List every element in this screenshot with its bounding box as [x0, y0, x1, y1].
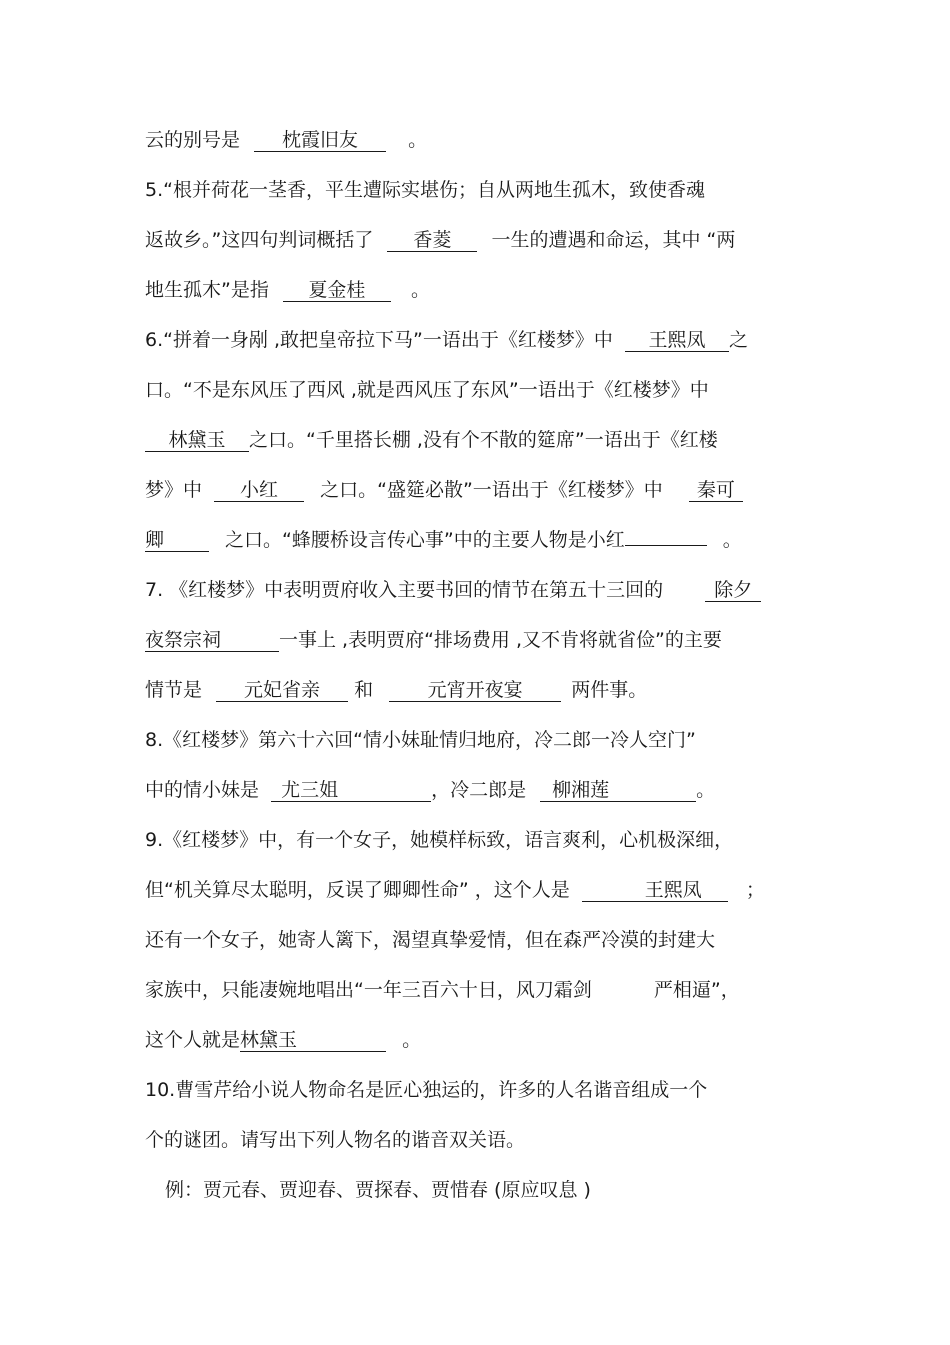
q7-text-e: 两件事。 [571, 679, 648, 701]
q9-line-1: 9.《红楼梦》中，有一个女子，她模样标致，语言爽利，心机极深细， [145, 829, 734, 851]
q6-answer-blank-3: 小红 [214, 479, 304, 502]
q8-answer-blank-1 [271, 779, 431, 802]
q9-line-5 [145, 1027, 421, 1053]
q7-text-c: 情节是 [145, 679, 203, 701]
q6-line-5 [145, 527, 742, 553]
q5-text-d: 。 [410, 279, 430, 301]
q5-answer-blank-1: 香菱 [387, 229, 477, 252]
q7-answer-blank-2: 夜祭宗祠 [145, 629, 279, 652]
q7-text-b: 一事上 ,表明贾府“排场费用 ,又不肯将就省俭”的主要 [279, 629, 722, 651]
q10-example-line: 例：贾元春、贾迎春、贾探春、贾惜春 (原应叹息 ) [165, 1179, 591, 1201]
q9-answer-blank-1 [582, 879, 728, 902]
q6-line-1 [145, 327, 748, 353]
q6-line-3 [145, 427, 718, 453]
q5-text-b: 一生的遭遇和命运，其中 “两 [491, 229, 736, 251]
q9-line-3: 还有一个女子，她寄人篱下，渴望真挚爱情，但在森严冷漠的封建大 [145, 929, 716, 951]
q6-text-e: 之口。“盛筵必散”一语出于《红楼梦》中 [320, 479, 663, 501]
q8-answer-1: 尤三姐 [281, 779, 339, 801]
q5-line-1: 5.“根并荷花一茎香，平生遭际实堪伤；自从两地生孤木，致使香魂 [145, 179, 705, 201]
q5-text-a: 返故乡。”这四句判词概括了 [145, 229, 374, 251]
q8-line-1: 8.《红楼梦》第六十六回“情小妹耻情归地府，冷二郎一冷人空门” [145, 729, 696, 751]
q10-line-1: 10.曹雪芹给小说人物命名是匠心独运的，许多的人名谐音组成一个 [145, 1079, 708, 1101]
q6-answer-blank-5: 卿 [145, 529, 209, 552]
q6-answer-blank-4: 秦可 [689, 479, 743, 502]
q9-line-4 [145, 977, 740, 1003]
q10-line-2: 个的谜团。请写出下列人物名的谐音双关语。 [145, 1129, 526, 1151]
q8-text-b: ，冷二郎是 [431, 779, 527, 801]
q6-answer-blank-1: 王熙凤 [625, 329, 729, 352]
q9-answer-2: 林黛玉 [240, 1029, 298, 1051]
q7-line-2 [145, 627, 722, 653]
q7-text-a: 7. 《红楼梦》中表明贾府收入主要书回的情节在第五十三回的 [145, 579, 664, 601]
q8-text-c: 。 [696, 779, 716, 801]
q6-text-d: 梦》中 [145, 479, 203, 501]
q6-text-g: 。 [722, 529, 742, 551]
q7-answer-blank-1: 除夕 [705, 579, 761, 602]
q5-answer-blank-2: 夏金桂 [283, 279, 391, 302]
q6-text-a: 6.“拼着一身剐 ,敢把皇帝拉下马”一语出于《红楼梦》中 [145, 329, 613, 351]
q6-text-b: 之 [728, 329, 748, 351]
q6-line-2: 口。“不是东风压了西风 ,就是西风压了东风”一语出于《红楼梦》中 [145, 379, 709, 401]
q6-answer-blank-2: 林黛玉 [145, 429, 249, 452]
q6-empty-blank [625, 545, 707, 546]
q9-text-f: 。 [402, 1029, 422, 1051]
q9-text-b: ； [745, 879, 765, 901]
q7-line-3 [145, 677, 647, 703]
q6-text-f: 之口。“蜂腰桥设言传心事”中的主要人物是小红 [225, 529, 625, 551]
q5-text-c: 地生孤木”是指 [145, 279, 269, 301]
q4-answer-blank: 枕霞旧友 [254, 129, 386, 152]
q9-text-c: 家族中，只能凄婉地唱出“一年三百六十日，风刀霜剑 [145, 979, 592, 1001]
q9-answer-1: 王熙凤 [644, 879, 702, 901]
q5-line-2 [145, 227, 735, 253]
q7-answer-blank-3: 元妃省亲 [216, 679, 348, 702]
q7-text-d: 和 [354, 679, 374, 701]
q4-tail-line [145, 127, 427, 153]
q8-answer-2: 柳湘莲 [552, 779, 610, 801]
q7-line-1 [145, 577, 761, 603]
q8-answer-blank-2 [540, 779, 696, 802]
q4-suffix: 。 [408, 129, 428, 151]
q8-text-a: 中的情小妹是 [145, 779, 260, 801]
q9-text-d: 严相逼”， [653, 979, 740, 1001]
q9-text-e: 这个人就是 [145, 1029, 241, 1051]
q8-line-2 [145, 777, 715, 803]
q9-answer-blank-2 [240, 1029, 386, 1052]
q7-answer-blank-4: 元宵开夜宴 [389, 679, 561, 702]
q4-text: 云的别号是 [145, 129, 241, 151]
q9-line-2 [145, 877, 765, 903]
q5-line-3 [145, 277, 430, 303]
q9-text-a: 但“机关算尽太聪明，反误了卿卿性命” ，这个人是 [145, 879, 570, 901]
q6-text-c: 之口。“千里搭长棚 ,没有个不散的筵席”一语出于《红楼 [249, 429, 718, 451]
q6-line-4 [145, 477, 743, 503]
